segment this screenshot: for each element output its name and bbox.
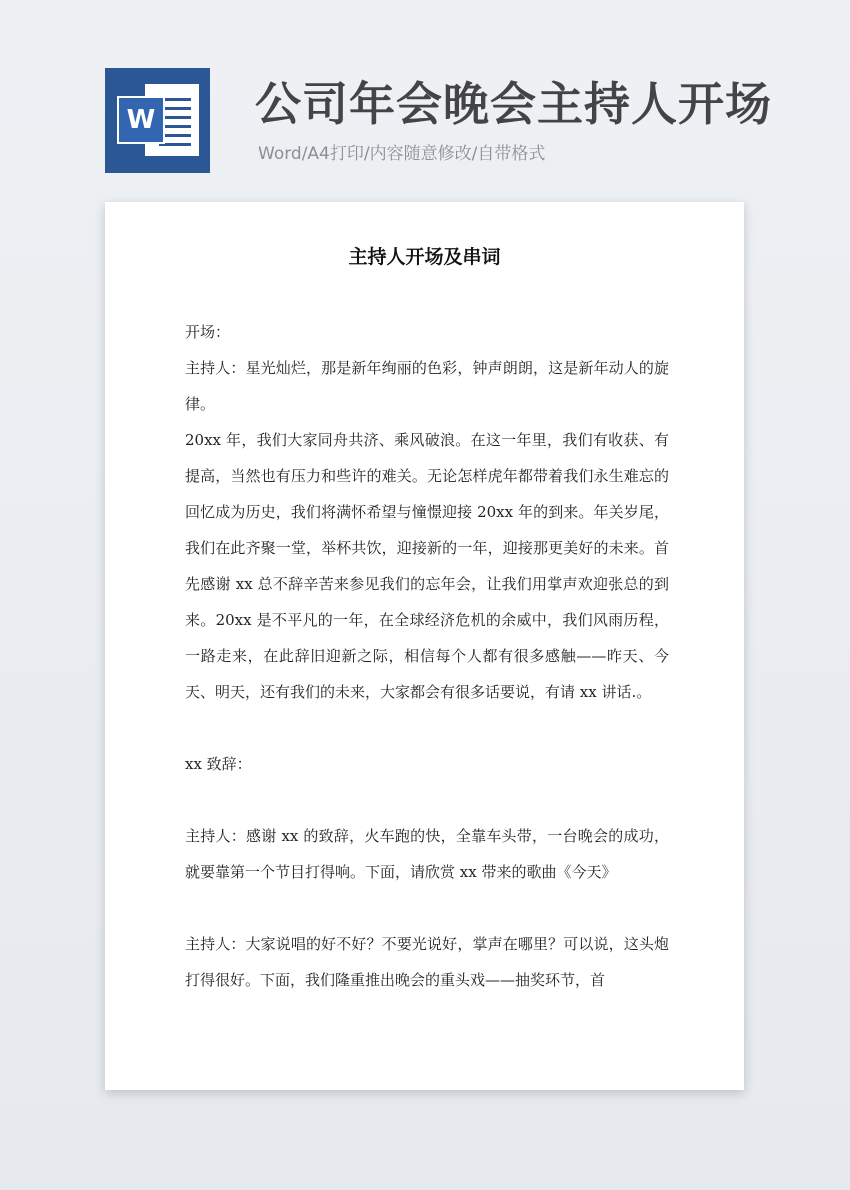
page-subtitle: Word/A4打印/内容随意修改/自带格式 xyxy=(258,144,546,164)
paragraph-year-review: 20xx 年，我们大家同舟共济、乘风破浪。在这一年里，我们有收获、有提高，当然也有压力和些许的难关。无论怎样虎年都带着我们永生难忘的回忆成为历史，我们将满怀希望与憧憬迎接 20xx 年的到来。年关岁尾，我们在此齐聚一堂，举杯共饮，迎接新的一年，迎接那更美好的未来。首先感谢 xx 总不辞辛苦来参见我们的忘年会，让我们用掌声欢迎张总的到来。20xx 是不平凡的一年，在全球经济危机的余威中，我们风雨历程，一路走来，在此辞旧迎新之际，相信每个人都有很多感触——昨天、今天、明天，还有我们的未来，大家都会有很多话要说，有请 xx 讲话.。 xyxy=(185,431,669,701)
word-w-badge: W xyxy=(117,96,165,144)
paragraph-host-thanks: 主持人：感谢 xx 的致辞，火车跑的快，全靠车头带，一台晚会的成功，就要靠第一个节目打得响。下面，请欣赏 xx 带来的歌曲《今天》 xyxy=(185,827,669,881)
document-page xyxy=(105,202,744,1090)
word-logo xyxy=(105,68,210,173)
page-title: 公司年会晚会主持人开场 xyxy=(255,77,772,131)
section-label-opening: 开场： xyxy=(185,323,231,341)
document-title: 主持人开场及串词 xyxy=(348,246,501,268)
section-label-speech: xx 致辞： xyxy=(185,755,252,773)
paragraph-host-lottery: 主持人：大家说唱的好不好？不要光说好，掌声在哪里？可以说，这头炮打得很好。下面，我们隆重推出晚会的重头戏——抽奖环节，首 xyxy=(185,935,669,989)
document-body xyxy=(185,314,669,998)
paragraph-host-opening: 主持人：星光灿烂，那是新年绚丽的色彩，钟声朗朗，这是新年动人的旋律。 xyxy=(185,359,669,413)
